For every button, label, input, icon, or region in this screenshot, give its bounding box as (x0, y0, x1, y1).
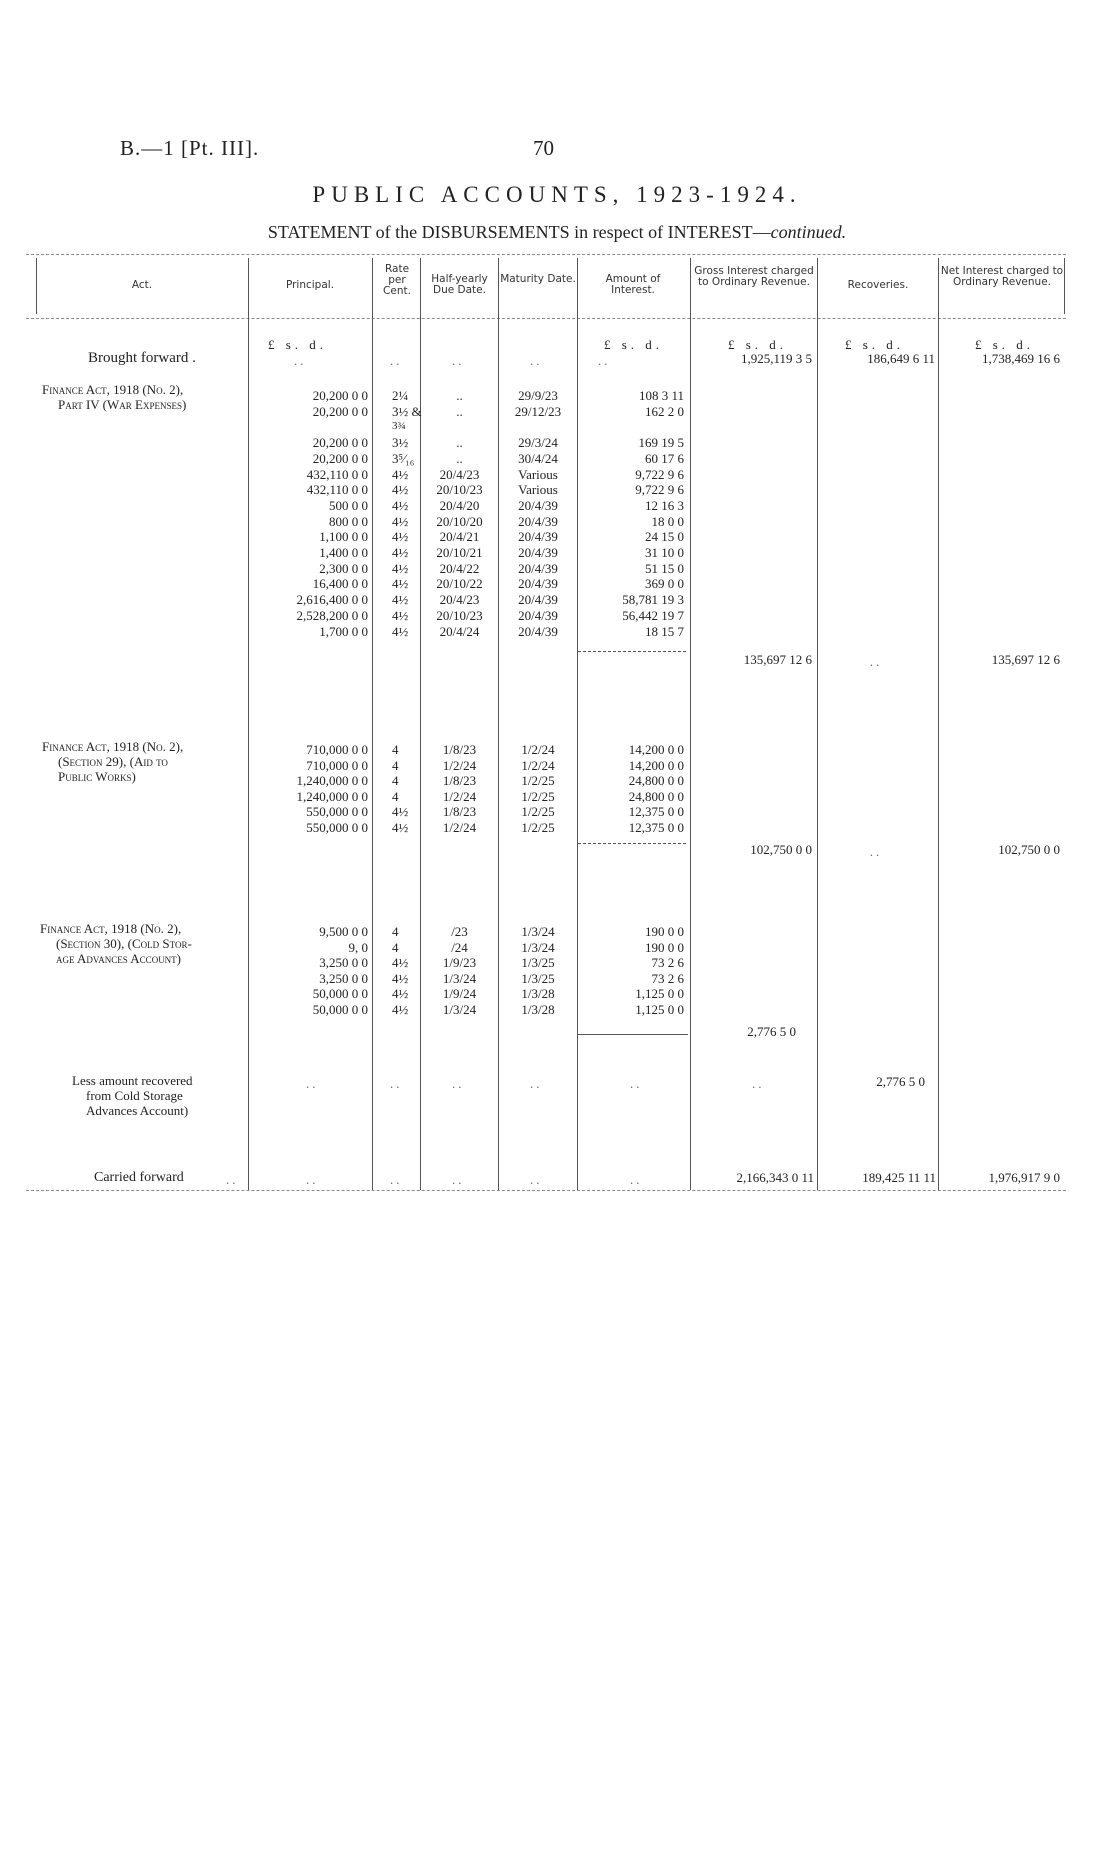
rate-cell: 4½ (392, 623, 409, 639)
header-rate: Rate per Cent. (383, 263, 411, 297)
brought-forward-label: Brought forward . (88, 350, 196, 366)
rate-cell: 4½ (392, 576, 409, 592)
rate-cell: 4½ (392, 497, 409, 513)
amount-cell: 58,781 19 3 (622, 592, 684, 608)
section2-act-line2: (Section 29), (Aid to (58, 754, 168, 769)
half-yearly-cell: 1/3/24 (442, 1001, 477, 1017)
maturity-cell: Various (518, 466, 558, 482)
amount-cell: 12 16 3 (645, 497, 684, 513)
rate-cell: 4 (392, 773, 399, 788)
principal-cell: 1,700 0 0 (319, 623, 368, 639)
maturity-cell: 20/4/39 (518, 497, 558, 513)
amount-cell: 169 19 5 (638, 435, 684, 451)
rate-cell: 4½ (392, 592, 409, 608)
rate-cell: 3⁵⁄₁₆ (392, 450, 415, 466)
section2-act-line1: Finance Act, 1918 (No. 2), (42, 739, 184, 754)
col-rule-maturity (498, 258, 499, 1190)
amount-cell: 56,442 19 7 (622, 607, 684, 623)
amount-cell: 9,722 9 6 (635, 466, 684, 482)
principal-cell: 20,200 0 0 (312, 388, 368, 403)
section2-act-line3: Public Works) (58, 769, 136, 784)
cf-amount-dots: .. (630, 1172, 643, 1187)
half-yearly-cell: 20/4/20 (439, 497, 480, 513)
rate-cell: 4½ (392, 513, 409, 529)
amount-cell: 51 15 0 (645, 560, 684, 576)
col-rule-recoveries (817, 258, 818, 1190)
principal-cell: 1,400 0 0 (319, 545, 368, 560)
page-number: 70 (533, 136, 554, 160)
bf-maturity-dots: .. (530, 353, 543, 368)
maturity-cell: 1/3/24 (521, 939, 555, 955)
half-yearly-cell: 1/8/23 (442, 773, 477, 788)
half-yearly-cell: 20/10/20 (436, 513, 483, 529)
section1-net: 135,697 12 6 (991, 652, 1060, 667)
lsd-gross: £ s. d. (728, 337, 788, 352)
half-yearly-cell: .. (456, 435, 463, 451)
maturity-cell: 1/2/24 (521, 757, 555, 773)
rate-cell: 4½ (392, 955, 409, 970)
rate-cell: 4½ (392, 1001, 409, 1017)
rate-cell: 4½ (392, 819, 409, 835)
half-yearly-cell: 1/3/24 (442, 970, 477, 986)
half-yearly-cell: .. (456, 450, 463, 466)
maturity-cell: 29/9/23 (518, 388, 558, 403)
lsd-recoveries: £ s. d. (845, 337, 905, 352)
section2-gross: 102,750 0 0 (750, 842, 812, 857)
principal-cell: 9,500 0 0 (319, 924, 368, 939)
header-principal: Principal. (285, 279, 335, 291)
header-net: Net Interest charged to Ordinary Revenue. (940, 265, 1064, 288)
principal-cell: 20,200 0 0 (312, 403, 368, 419)
amount-cell: 369 0 0 (645, 576, 684, 592)
header-amount: Amount of Interest. (605, 273, 661, 296)
less-recoveries: 2,776 5 0 (876, 1074, 925, 1089)
rate-cell: 4½ (392, 529, 409, 545)
half-yearly-cell: 20/10/22 (436, 576, 483, 592)
less-half-dots: .. (452, 1076, 465, 1091)
maturity-cell: 20/4/39 (518, 545, 558, 560)
principal-cell: 2,616,400 0 0 (296, 592, 368, 608)
bf-rate-dots: .. (390, 353, 403, 368)
principal-cell: 500 0 0 (329, 497, 368, 513)
half-yearly-cell: 1/8/23 (442, 804, 477, 819)
bf-gross: 1,925,119 3 5 (740, 351, 812, 366)
table-top-rule (26, 254, 1066, 255)
principal-cell: 432,110 0 0 (306, 482, 368, 498)
section2-recoveries: .. (869, 844, 883, 859)
maturity-cell: 1/3/28 (521, 986, 555, 1001)
amount-cell: 18 15 7 (645, 623, 684, 639)
rate-cell: 4½ (392, 804, 409, 819)
bf-recoveries: 186,649 6 11 (867, 351, 935, 366)
half-yearly-cell: .. (456, 403, 463, 419)
principal-cell: 550,000 0 0 (306, 804, 368, 819)
col-rule-gross (690, 258, 691, 1190)
amount-cell: 1,125 0 0 (635, 986, 684, 1001)
lsd-amount: £ s. d. (604, 337, 664, 352)
section3-act-line3: age Advances Account) (56, 951, 182, 966)
less-amount-dots: .. (630, 1076, 643, 1091)
lsd-net: £ s. d. (975, 337, 1035, 352)
amount-cell: 12,375 0 0 (628, 804, 684, 819)
rate-cell: 2¼ (392, 388, 409, 403)
half-yearly-cell: 1/9/23 (442, 955, 477, 970)
amount-cell: 31 10 0 (645, 545, 684, 560)
cf-maturity-dots: .. (530, 1172, 543, 1187)
cf-net: 1,976,917 9 0 (988, 1170, 1060, 1185)
amount-cell: 14,200 0 0 (628, 742, 684, 757)
rate-cell: 4½ (392, 970, 409, 986)
subtitle-main: STATEMENT of the DISBURSEMENTS in respect of INTEREST— (267, 222, 771, 242)
section3-act-line2: (Section 30), (Cold Stor- (56, 936, 192, 951)
section3-gross: 2,776 5 0 (747, 1024, 796, 1039)
maturity-cell: 20/4/39 (518, 623, 558, 639)
rate-cell: 4 (392, 742, 399, 757)
section2-amount-rule (578, 843, 686, 844)
header-recoveries: Recoveries. (847, 279, 909, 291)
principal-cell: 2,300 0 0 (319, 560, 368, 576)
half-yearly-cell: /24 (451, 939, 468, 955)
header-bottom-rule (26, 318, 1066, 319)
section1-act-line1: Finance Act, 1918 (No. 2), (42, 382, 184, 397)
principal-cell: 800 0 0 (329, 513, 368, 529)
rate-cell: 3½ (392, 435, 409, 451)
half-yearly-cell: 20/4/23 (439, 592, 480, 608)
col-rule-right (1064, 258, 1065, 314)
maturity-cell: 1/3/25 (521, 955, 555, 970)
less-line1: Less amount recovered (72, 1073, 193, 1088)
amount-cell: 190 0 0 (645, 924, 684, 939)
principal-cell: 3,250 0 0 (319, 955, 368, 970)
bf-amount-dots: .. (598, 353, 611, 368)
cf-gross: 2,166,343 0 11 (736, 1170, 814, 1185)
maturity-cell: 1/2/25 (521, 788, 555, 804)
rate-cell: 4 (392, 939, 399, 955)
bf-net: 1,738,469 16 6 (982, 351, 1060, 366)
half-yearly-cell: 1/2/24 (442, 819, 477, 835)
half-yearly-cell: 1/8/23 (442, 742, 477, 757)
section1-act-line2: Part IV (War Expenses) (58, 397, 187, 412)
page-title: PUBLIC ACCOUNTS, 1923-1924. (312, 182, 802, 207)
amount-cell: 162 2 0 (645, 403, 684, 419)
less-gross-dots: .. (752, 1076, 765, 1091)
maturity-cell: 1/3/25 (521, 970, 555, 986)
half-yearly-cell: 20/4/24 (439, 623, 480, 639)
amount-cell: 73 2 6 (651, 955, 684, 970)
section2-net: 102,750 0 0 (998, 842, 1060, 857)
header-gross: Gross Interest charged to Ordinary Revenue. (694, 265, 814, 288)
half-yearly-cell: /23 (451, 924, 468, 939)
maturity-cell: 20/4/39 (518, 592, 558, 608)
principal-cell: 710,000 0 0 (306, 742, 368, 757)
amount-cell: 24 15 0 (645, 529, 684, 545)
half-yearly-cell: 20/4/23 (439, 466, 480, 482)
half-yearly-cell: 1/2/24 (442, 788, 477, 804)
principal-cell: 1,240,000 0 0 (296, 773, 368, 788)
half-yearly-cell: 20/10/21 (436, 545, 483, 560)
principal-cell: 3,250 0 0 (319, 970, 368, 986)
less-rate-dots: .. (390, 1076, 403, 1091)
amount-cell: 24,800 0 0 (628, 773, 684, 788)
amount-cell: 14,200 0 0 (628, 757, 684, 773)
section3-act-line1: Finance Act, 1918 (No. 2), (40, 921, 182, 936)
half-yearly-cell: 20/10/23 (436, 482, 483, 498)
amount-cell: 1,125 0 0 (635, 1001, 684, 1017)
principal-cell: 550,000 0 0 (306, 819, 368, 835)
less-line3: Advances Account) (86, 1103, 189, 1118)
amount-cell: 9,722 9 6 (635, 482, 684, 498)
amount-cell: 18 0 0 (651, 513, 684, 529)
header-half-yearly: Half-yearly Due Date. (431, 273, 488, 296)
half-yearly-cell: 1/2/24 (442, 757, 477, 773)
half-yearly-cell: .. (456, 388, 463, 403)
rate-cell: 3¾ (392, 420, 406, 433)
principal-cell: 20,200 0 0 (312, 435, 368, 451)
maturity-cell: 1/2/24 (521, 742, 555, 757)
less-line2: from Cold Storage (86, 1088, 183, 1103)
maturity-cell: 20/4/39 (518, 560, 558, 576)
rate-cell: 4 (392, 788, 399, 804)
header-act: Act. (131, 279, 153, 291)
maturity-cell: 20/4/39 (518, 529, 558, 545)
maturity-cell: Various (518, 482, 558, 498)
amount-cell: 190 0 0 (645, 939, 684, 955)
carried-forward-label: Carried forward (94, 1170, 184, 1185)
rate-cell: 4½ (392, 986, 409, 1001)
rate-cell: 4 (392, 757, 399, 773)
rate-cell: 4 (392, 924, 399, 939)
section3-amount-rule (578, 1034, 688, 1035)
principal-cell: 50,000 0 0 (312, 1001, 368, 1017)
rate-cell: 4½ (392, 545, 409, 560)
principal-cell: 710,000 0 0 (306, 757, 368, 773)
rate-cell: 4½ (392, 466, 409, 482)
half-yearly-cell: 20/10/23 (436, 607, 483, 623)
maturity-cell: 20/4/39 (518, 607, 558, 623)
maturity-cell: 1/2/25 (521, 773, 555, 788)
maturity-cell: 1/3/28 (521, 1001, 555, 1017)
maturity-cell: 30/4/24 (518, 450, 558, 466)
principal-cell: 16,400 0 0 (312, 576, 368, 592)
cf-half-dots: .. (452, 1172, 465, 1187)
maturity-cell: 29/3/24 (518, 435, 558, 451)
cf-label-dots: .. (226, 1172, 239, 1187)
amount-cell: 24,800 0 0 (628, 788, 684, 804)
half-yearly-cell: 20/4/21 (439, 529, 480, 545)
header-maturity: Maturity Date. (500, 273, 576, 285)
amount-cell: 73 2 6 (651, 970, 684, 986)
principal-cell: 1,100 0 0 (319, 529, 368, 545)
less-maturity-dots: .. (530, 1076, 543, 1091)
col-rule-half (420, 258, 421, 1190)
principal-cell: 50,000 0 0 (312, 986, 368, 1001)
principal-cell: 432,110 0 0 (306, 466, 368, 482)
principal-cell: 1,240,000 0 0 (296, 788, 368, 804)
col-rule-principal (248, 258, 249, 1190)
section1-gross: 135,697 12 6 (743, 652, 812, 667)
col-rule-rate (372, 258, 373, 1190)
maturity-cell: 29/12/23 (514, 403, 562, 419)
half-yearly-cell: 20/4/22 (439, 560, 480, 576)
principal-cell: 2,528,200 0 0 (296, 607, 368, 623)
maturity-cell: 20/4/39 (518, 513, 558, 529)
maturity-cell: 1/3/24 (521, 924, 555, 939)
principal-cell: 9, 0 (348, 939, 368, 955)
col-rule-net (938, 258, 939, 1190)
maturity-cell: 1/2/25 (521, 819, 555, 835)
less-principal-dots: .. (306, 1076, 319, 1091)
bf-principal-dots: .. (294, 353, 307, 368)
page-reference: B.—1 [Pt. III]. (120, 136, 260, 160)
amount-cell: 60 17 6 (645, 450, 684, 466)
section1-recoveries: .. (869, 654, 883, 669)
amount-cell: 108 3 11 (638, 388, 684, 403)
cf-recoveries: 189,425 11 11 (862, 1170, 936, 1185)
rate-cell: 4½ (392, 482, 409, 498)
bf-half-dots: .. (452, 353, 465, 368)
cf-rate-dots: .. (390, 1172, 403, 1187)
cf-principal-dots: .. (306, 1172, 319, 1187)
section1-amount-rule (578, 651, 686, 652)
amount-cell: 12,375 0 0 (628, 819, 684, 835)
maturity-cell: 1/2/25 (521, 804, 555, 819)
subtitle-continued: continued. (770, 222, 847, 242)
rate-cell: 4½ (392, 560, 409, 576)
table-bottom-rule (26, 1190, 1066, 1191)
principal-cell: 20,200 0 0 (312, 450, 368, 466)
page-subtitle (0, 222, 1114, 243)
brought-forward-text: Brought forward (88, 350, 189, 366)
rate-cell: 3½ & (392, 403, 422, 419)
rate-cell: 4½ (392, 607, 409, 623)
maturity-cell: 20/4/39 (518, 576, 558, 592)
lsd-principal: £ s. d. (268, 337, 328, 352)
half-yearly-cell: 1/9/24 (442, 986, 477, 1001)
